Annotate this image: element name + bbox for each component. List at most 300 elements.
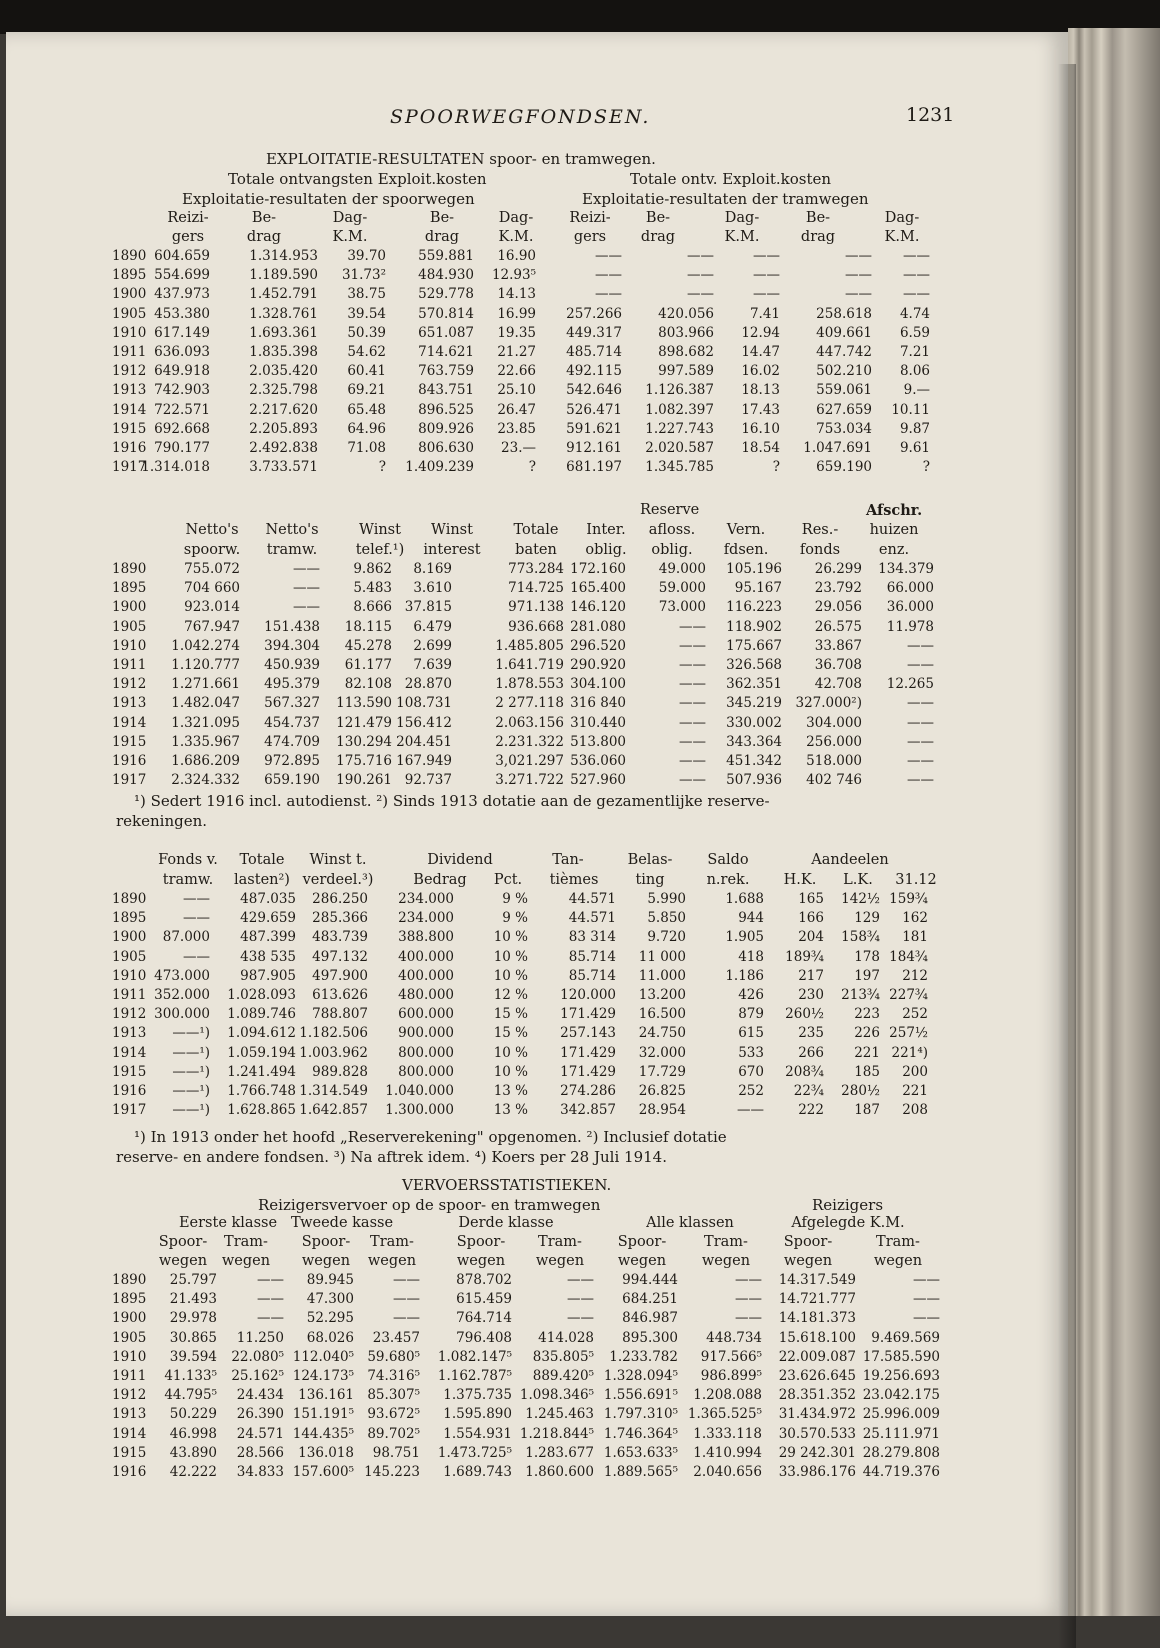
table-cell: 136.161 — [298, 1387, 354, 1404]
table-cell: 24.434 — [236, 1387, 284, 1404]
table-cell: 1.300.000 — [385, 1102, 454, 1119]
table-cell: 30.865 — [169, 1329, 217, 1346]
table-cell: 44.719.376 — [862, 1464, 940, 1480]
table-cell: 681.197 — [566, 459, 622, 476]
table-cell: 2.063.156 — [495, 714, 564, 731]
table-cell: 604.659 — [154, 248, 210, 264]
table-cell: 12 % — [493, 987, 528, 1003]
table-cell: 18.54 — [741, 440, 780, 456]
table-cell: 31.73² — [341, 267, 386, 284]
table-row — [0, 695, 1062, 714]
table-cell: 124.173⁵ — [292, 1368, 354, 1384]
year-cell: 1913 — [112, 1406, 147, 1423]
table4-header-top: Spoor- — [456, 1234, 506, 1250]
table-cell: 6.59 — [899, 324, 930, 341]
table-row — [0, 440, 1062, 459]
table-cell: —— — [737, 1102, 764, 1119]
table2-header-top: huizen — [869, 522, 919, 538]
table-cell: 21.493 — [169, 1291, 217, 1308]
year-cell: 1912 — [112, 1387, 147, 1404]
table-cell: 29 242.301 — [778, 1444, 856, 1461]
table-cell: 2.231.322 — [495, 733, 564, 750]
table-cell: 1.835.398 — [249, 344, 318, 360]
table-row — [0, 1102, 1062, 1121]
table1-header-bottom: gers — [573, 229, 607, 245]
table-cell: 492.115 — [566, 363, 622, 380]
table-cell: 16.99 — [497, 305, 536, 322]
table3-header-bottom: verdeel.³) — [302, 872, 374, 888]
table-cell: 26.825 — [638, 1083, 686, 1099]
year-cell: 1912 — [112, 676, 147, 693]
table-row — [0, 286, 1062, 305]
table-cell: 742.903 — [154, 382, 210, 399]
year-cell: 1916 — [112, 753, 147, 769]
table-cell: 256.000 — [806, 733, 862, 750]
table-row — [0, 657, 1062, 676]
table-cell: 226 — [854, 1025, 880, 1042]
table-cell: 15.618.100 — [778, 1329, 856, 1346]
running-title: SPOORWEGFONDSEN. — [390, 106, 651, 128]
table-cell: 145.223 — [364, 1464, 420, 1480]
table2-header-top: Winst — [431, 522, 473, 538]
table-cell: 28.351.352 — [778, 1387, 856, 1404]
table-cell: 755.072 — [184, 561, 240, 577]
year-cell: 1914 — [112, 714, 147, 731]
table-cell: 1.328.094⁵ — [603, 1368, 678, 1384]
table-cell: 327.000²) — [795, 695, 862, 712]
table-cell: 1.283.677 — [525, 1444, 594, 1461]
table-cell: 1.314.018 — [141, 459, 210, 476]
table2-header-bottom: oblig. — [585, 542, 627, 558]
table-cell: 23.792 — [814, 580, 862, 597]
table-cell: 2.325.798 — [249, 382, 318, 399]
table-row — [0, 306, 1062, 325]
table2-header-top: Totale — [513, 522, 559, 538]
table-cell: 187 — [854, 1102, 880, 1119]
table-row — [0, 1291, 1062, 1310]
table-cell: 31.434.972 — [778, 1406, 856, 1423]
year-cell: 1911 — [112, 1368, 147, 1384]
table-cell: ——¹) — [172, 1083, 210, 1099]
table-cell: 480.000 — [398, 987, 454, 1003]
table3-header-top: Belas- — [627, 852, 673, 868]
table-cell: 29.056 — [814, 599, 862, 616]
table-cell: 66.000 — [886, 580, 934, 597]
table-cell: 45.278 — [344, 637, 392, 654]
table-cell: 1.878.553 — [495, 676, 564, 693]
table-cell: 15 % — [493, 1006, 528, 1023]
table-cell: 189¾ — [785, 948, 824, 965]
table3-header-top: Tan- — [552, 852, 584, 868]
table-cell: 234.000 — [398, 910, 454, 927]
table-cell: 2.205.893 — [249, 420, 318, 437]
year-cell: 1905 — [112, 305, 147, 322]
table-cell: 10.11 — [891, 401, 930, 418]
table2-header-top: afloss. — [648, 522, 696, 538]
table3-header-bottom: ting — [635, 872, 665, 888]
year-cell: 1905 — [112, 618, 147, 635]
table2-header-bottom: spoorw. — [183, 542, 241, 558]
table-cell: 25.162⁵ — [231, 1368, 284, 1384]
table4-header-top: Tram- — [224, 1234, 268, 1250]
table2-header-top: Winst — [359, 522, 401, 538]
table-cell: 426 — [738, 987, 764, 1003]
table-cell: 93.672⁵ — [367, 1406, 420, 1423]
table-cell: 22.080⁵ — [231, 1348, 284, 1365]
table-cell: 221 — [902, 1083, 928, 1099]
table-cell: 6.479 — [413, 618, 452, 635]
table-cell: 330.002 — [726, 714, 782, 731]
table1-header-bottom: K.M. — [498, 229, 534, 245]
table-cell: 8.666 — [353, 599, 392, 616]
table-cell: —— — [393, 1310, 420, 1327]
table-cell: 252 — [738, 1083, 764, 1099]
table-cell: 2.492.838 — [249, 440, 318, 456]
table-cell: 2.035.420 — [249, 363, 318, 380]
table-row — [0, 1406, 1062, 1425]
table-cell: 158¾ — [841, 929, 880, 946]
table-cell: 651.087 — [418, 324, 474, 341]
table-cell: 1.208.088 — [693, 1387, 762, 1404]
table-cell: —— — [687, 267, 714, 284]
table-cell: 342.857 — [560, 1102, 616, 1119]
table-cell: —— — [679, 637, 706, 654]
table-cell: 1.003.962 — [299, 1044, 368, 1061]
table-cell: 1.042.274 — [171, 637, 240, 654]
table-cell: 16.02 — [741, 363, 780, 380]
table1-header-bottom: drag — [640, 229, 676, 245]
table-cell: 230 — [798, 987, 824, 1003]
table-cell: 33.867 — [814, 637, 862, 654]
table-cell: 200 — [902, 1063, 928, 1080]
table-cell: 10 % — [493, 967, 528, 984]
table4-header-top: Tram- — [538, 1234, 582, 1250]
table-cell: 151.191⁵ — [292, 1406, 354, 1423]
table-cell: —— — [679, 733, 706, 750]
table3-header-bottom: tièmes — [549, 872, 599, 888]
table-cell: 165.400 — [570, 580, 626, 597]
table-cell: 1.345.785 — [645, 459, 714, 476]
table-cell: —— — [595, 267, 622, 284]
table4-group-header: Alle klassen — [646, 1215, 734, 1231]
table-cell: 304.000 — [806, 714, 862, 731]
year-cell: 1912 — [112, 1006, 147, 1023]
table-cell: 843.751 — [418, 382, 474, 399]
table-cell: 37.815 — [404, 599, 452, 616]
table-cell: 36.000 — [886, 599, 934, 616]
table-cell: 420.056 — [658, 305, 714, 322]
table-cell: 82.108 — [344, 676, 392, 693]
table-cell: —— — [679, 676, 706, 693]
table-cell: 26.299 — [814, 561, 862, 577]
table3-header-top: Dividend — [427, 852, 493, 868]
table-cell: 986.899⁵ — [700, 1368, 762, 1384]
table2-header-bottom: oblig. — [651, 542, 693, 558]
table-cell: 118.902 — [726, 618, 782, 635]
table3-header-top: Aandeelen — [811, 852, 889, 868]
table-row — [0, 1445, 1062, 1464]
table-cell: —— — [907, 733, 934, 750]
table-cell: 296.520 — [570, 637, 626, 654]
table-cell: 879 — [738, 1006, 764, 1023]
table3-footnote-line1: ¹) In 1913 onder het hoofd „Reserverekening" opgenomen. ²) Inclusief dotatie — [134, 1128, 727, 1146]
table-row — [0, 910, 1062, 929]
table-row — [0, 929, 1062, 948]
table-row — [0, 1426, 1062, 1445]
table-cell: 1.628.865 — [227, 1102, 296, 1119]
table2-header-top: Vern. — [726, 522, 766, 538]
table-cell: 507.936 — [726, 772, 782, 789]
table-cell: 22¾ — [793, 1083, 824, 1099]
table-cell: 767.947 — [184, 618, 240, 635]
table-cell: —— — [735, 1272, 762, 1288]
table-cell: —— — [393, 1272, 420, 1288]
table-cell: 800.000 — [398, 1044, 454, 1061]
table-cell: 213¾ — [841, 987, 880, 1003]
table-cell: 258.618 — [816, 305, 872, 322]
table-cell: 223 — [854, 1006, 880, 1023]
table-row — [0, 734, 1062, 753]
table4-group-header: Afgelegde K.M. — [791, 1215, 905, 1231]
table-row — [0, 402, 1062, 421]
table-row — [0, 949, 1062, 968]
table-cell: 763.759 — [418, 363, 474, 380]
table-row — [0, 619, 1062, 638]
table-cell: ——¹) — [172, 1025, 210, 1042]
table-cell: —— — [907, 695, 934, 712]
table-cell: 44.571 — [568, 891, 616, 907]
table-cell: 1.218.844⁵ — [519, 1425, 594, 1442]
table-cell: ? — [528, 459, 536, 476]
table-cell: 112.040⁵ — [292, 1348, 354, 1365]
table-cell: 615.459 — [456, 1291, 512, 1308]
table-cell: 487.035 — [240, 891, 296, 907]
table-cell: 518.000 — [806, 753, 862, 769]
table-cell: 1.162.787⁵ — [437, 1368, 512, 1384]
table-cell: 345.219 — [726, 695, 782, 712]
table-cell: 5.990 — [647, 891, 686, 907]
table-cell: 559.881 — [418, 248, 474, 264]
table-cell: 570.814 — [418, 305, 474, 322]
table-cell: 69.21 — [347, 382, 386, 399]
table-cell: 14.47 — [741, 344, 780, 360]
table-cell: 1.686.209 — [171, 753, 240, 769]
table-cell: 502.210 — [816, 363, 872, 380]
table-cell: 167.949 — [396, 753, 452, 769]
table2-header-top: Netto's — [185, 522, 239, 538]
table4-header-top: Tram- — [370, 1234, 414, 1250]
table-cell: 204 — [798, 929, 824, 946]
table-cell: 9.469.569 — [871, 1329, 940, 1346]
table-cell: 773.284 — [508, 561, 564, 577]
table-cell: 44.795⁵ — [164, 1387, 217, 1404]
table-cell: 448.734 — [706, 1329, 762, 1346]
table-cell: 704 660 — [184, 580, 240, 597]
table4-header-top: Spoor- — [301, 1234, 351, 1250]
table-cell: 33.986.176 — [778, 1464, 856, 1480]
table1-header-top: Be- — [429, 210, 455, 226]
table2-header-top: Res.- — [801, 522, 839, 538]
table-cell: 116.223 — [726, 599, 782, 616]
table-cell: 409.661 — [816, 324, 872, 341]
table-cell: 25.996.009 — [862, 1406, 940, 1423]
scan-top-border — [0, 0, 1160, 34]
table-cell: 252 — [902, 1006, 928, 1023]
table-cell: —— — [687, 286, 714, 303]
table-cell: 487.399 — [240, 929, 296, 946]
table-cell: 234.000 — [398, 891, 454, 907]
table-cell: 89.945 — [306, 1272, 354, 1288]
table-cell: 9 % — [502, 910, 528, 927]
table-cell: 197 — [854, 967, 880, 984]
table1-group-right-2: Exploitatie-resultaten der tramwegen — [582, 190, 869, 208]
table2-header-bottom: interest — [423, 542, 481, 558]
table-cell: 1.094.612 — [227, 1025, 296, 1042]
year-cell: 1905 — [112, 948, 147, 965]
table-cell: 474.709 — [264, 733, 320, 750]
table-cell: 2.217.620 — [249, 401, 318, 418]
table-cell: 1.693.361 — [249, 324, 318, 341]
table-row — [0, 561, 1062, 580]
table-cell: 113.590 — [336, 695, 392, 712]
table-cell: 4.74 — [899, 305, 930, 322]
table-cell: 171.429 — [560, 1044, 616, 1061]
table-cell: 221 — [854, 1044, 880, 1061]
table-cell: 304.100 — [570, 676, 626, 693]
table-cell: 310.440 — [570, 714, 626, 731]
table-cell: 1.554.931 — [443, 1425, 512, 1442]
table-cell: 12.93⁵ — [491, 267, 536, 284]
table4-header-bottom: wegen — [783, 1253, 833, 1269]
year-cell: 1916 — [112, 1464, 147, 1480]
year-cell: 1900 — [112, 599, 147, 616]
year-cell: 1895 — [112, 580, 147, 597]
table-cell: 98.751 — [372, 1444, 420, 1461]
table-cell: 38.75 — [347, 286, 386, 303]
table-cell: 221⁴) — [891, 1044, 928, 1061]
table-cell: 900.000 — [398, 1025, 454, 1042]
table-cell: 49.000 — [658, 561, 706, 577]
year-cell: 1890 — [112, 1272, 147, 1288]
table-cell: 65.48 — [347, 401, 386, 418]
table-cell: 9 % — [502, 891, 528, 907]
table-cell: 1.335.967 — [171, 733, 240, 750]
year-cell: 1911 — [112, 344, 147, 360]
table-cell: —— — [903, 286, 930, 303]
table-row — [0, 968, 1062, 987]
year-cell: 1910 — [112, 324, 147, 341]
table-cell: 11.978 — [886, 618, 934, 635]
table-cell: 19.256.693 — [862, 1368, 940, 1384]
table2-header-bottom: fdsen. — [723, 542, 769, 558]
table-cell: —— — [903, 267, 930, 284]
table-row — [0, 715, 1062, 734]
table-cell: 800.000 — [398, 1063, 454, 1080]
year-cell: 1915 — [112, 1444, 147, 1461]
table-cell: 227¾ — [889, 987, 928, 1003]
table-cell: 429.659 — [240, 910, 296, 927]
table-cell: 1.905 — [725, 929, 764, 946]
table1-header-top: Be- — [805, 210, 831, 226]
table-cell: 68.026 — [306, 1329, 354, 1346]
table-cell: —— — [907, 714, 934, 731]
table-cell: 402 746 — [806, 772, 862, 789]
table-cell: 171.429 — [560, 1006, 616, 1023]
table-cell: 19.35 — [497, 324, 536, 341]
table-cell: 1.409.239 — [405, 459, 474, 476]
table-cell: —— — [913, 1291, 940, 1308]
table-cell: 60.41 — [347, 363, 386, 380]
table-cell: 217 — [798, 967, 824, 984]
year-cell: 1890 — [112, 561, 147, 577]
table4-header-top: Spoor- — [617, 1234, 667, 1250]
table-cell: 613.626 — [312, 987, 368, 1003]
table1-header-bottom: K.M. — [724, 229, 760, 245]
year-cell: 1914 — [112, 1425, 147, 1442]
table-cell: 23.042.175 — [862, 1387, 940, 1404]
table1-title: EXPLOITATIE-RESULTATEN spoor- en tramwegen. — [266, 150, 656, 168]
table-row — [0, 676, 1062, 695]
table-cell: 178 — [854, 948, 880, 965]
table-row — [0, 580, 1062, 599]
table-row — [0, 1464, 1062, 1483]
table-cell: —— — [257, 1310, 284, 1327]
table-cell: —— — [845, 267, 872, 284]
year-cell: 1917 — [112, 459, 147, 476]
year-cell: 1913 — [112, 695, 147, 712]
table-cell: 1.482.047 — [171, 695, 240, 712]
table4-subtitle-left: Reizigersvervoer op de spoor- en tramwegen — [258, 1196, 601, 1214]
table-row — [0, 753, 1062, 772]
table-row — [0, 638, 1062, 657]
table-cell: ——¹) — [172, 1063, 210, 1080]
table-cell: 25.10 — [497, 382, 536, 399]
table-cell: 175.716 — [336, 753, 392, 769]
table-cell: 878.702 — [456, 1272, 512, 1288]
table-cell: 1.328.761 — [249, 305, 318, 322]
table-cell: 171.429 — [560, 1063, 616, 1080]
table3-footnote-line2: reserve- en andere fondsen. ³) Na aftrek idem. ⁴) Koers per 28 Juli 1914. — [116, 1148, 667, 1166]
table-cell: 1.047.691 — [803, 440, 872, 456]
table-cell: 52.295 — [306, 1310, 354, 1327]
table-cell: 185 — [854, 1063, 880, 1080]
table3-header-bottom: lasten²) — [234, 872, 290, 888]
table-cell: 917.566⁵ — [700, 1348, 762, 1365]
table-cell: 971.138 — [508, 599, 564, 616]
table-cell: 923.014 — [184, 599, 240, 616]
table-cell: 636.093 — [154, 344, 210, 360]
table-cell: 1.227.743 — [645, 420, 714, 437]
table3-header-top: Totale — [239, 852, 285, 868]
table-row — [0, 459, 1062, 478]
table-cell: 290.920 — [570, 657, 626, 673]
table-cell: 1.797.310⁵ — [603, 1406, 678, 1423]
table-cell: 212 — [902, 967, 928, 984]
table-cell: 266 — [798, 1044, 824, 1061]
table-cell: 764.714 — [456, 1310, 512, 1327]
table-cell: 24.571 — [236, 1425, 284, 1442]
table-cell: 144.435⁵ — [292, 1425, 354, 1442]
table-cell: 989.828 — [312, 1063, 368, 1080]
table-row — [0, 1330, 1062, 1349]
table4-header-bottom: wegen — [535, 1253, 585, 1269]
table4-header-bottom: wegen — [617, 1253, 667, 1269]
table1-header-top: Dag- — [498, 210, 534, 226]
table-cell: 1.485.805 — [495, 637, 564, 654]
table-cell: 29.978 — [169, 1310, 217, 1327]
table-cell: 1.182.506 — [299, 1025, 368, 1042]
year-cell: 1916 — [112, 440, 147, 456]
